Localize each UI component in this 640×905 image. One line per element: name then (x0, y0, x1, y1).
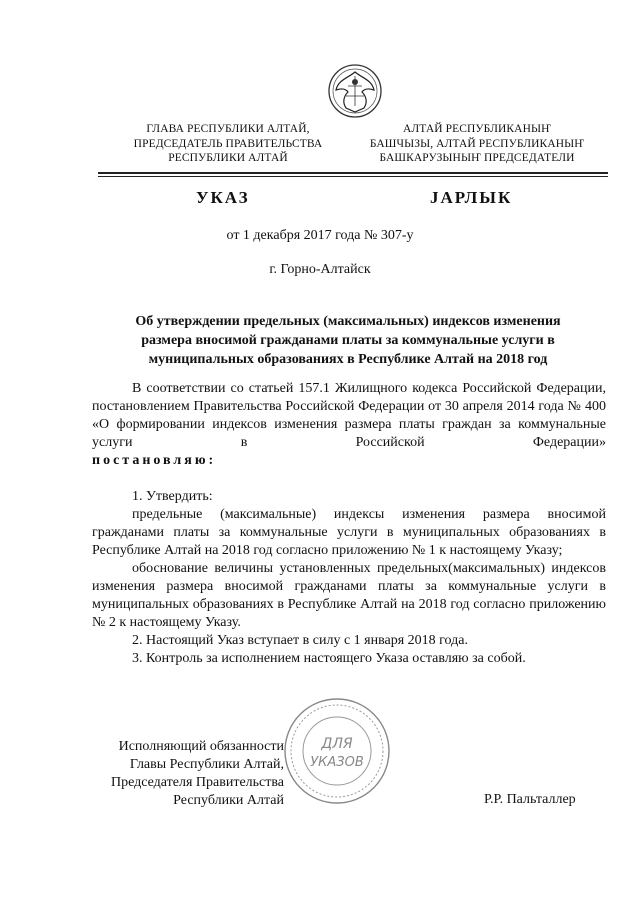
header-left-line: ГЛАВА РЕСПУБЛИКИ АЛТАЙ, (146, 123, 310, 135)
signature-line: Председателя Правительства (110, 775, 284, 790)
stamp-text-line-1: ДЛЯ (321, 736, 353, 752)
header-divider-thin (98, 176, 608, 177)
stamp-text-line-2: УКАЗОВ (310, 755, 364, 770)
item-1-paragraph-a: предельные (максимальные) индексы изменения размера вносимой гражданами платы за коммунальные услуги в муниципальных образованиях в Республике Алтай на 2018 год согласно приложению № 1 к настоящему Указу; (92, 507, 606, 558)
coat-of-arms-emblem (328, 62, 382, 120)
signature-line: Главы Республики Алтай, (129, 757, 284, 772)
decree-word-line (92, 452, 606, 470)
decree-date-number: от 1 декабря 2017 года № 307-у (226, 228, 414, 243)
header-left-line: ПРЕДСЕДАТЕЛЬ ПРАВИТЕЛЬСТВА (133, 137, 323, 150)
decree-body (92, 380, 606, 668)
signature-line: Республики Алтай (173, 793, 284, 808)
header-divider-thick (98, 172, 608, 174)
decree-word: постановляю: (92, 453, 217, 468)
item-1-heading: 1. Утвердить: (132, 489, 213, 504)
item-3-paragraph: 3. Контроль за исполнением настоящего Указа оставляю за собой. (132, 651, 526, 666)
item-1-paragraph-b: обоснование величины установленных предельных(максимальных) индексов изменения размера вносимой гражданами платы за коммунальные услуги в муниципальных образованиях в Республике Алтай на 2018 год согласно приложению № 2 к настоящему Указу. (92, 561, 606, 630)
doc-type-altai: JАРЛЫК (430, 188, 513, 207)
item-2-paragraph: 2. Настоящий Указ вступает в силу с 1 января 2018 года. (132, 633, 468, 648)
decree-title-line: муниципальных образованиях в Республике Алтай на 2018 год (148, 352, 548, 367)
doc-type-russian: УКАЗ (196, 188, 250, 207)
decree-title-line: размера вносимой гражданами платы за коммунальные услуги в (141, 333, 555, 348)
header-right-block (352, 122, 602, 166)
header-left-line: РЕСПУБЛИКИ АЛТАЙ (168, 152, 288, 164)
header-right-line: АЛТАЙ РЕСПУБЛИКАНЫҤ (403, 123, 551, 135)
decree-city: г. Горно-Алтайск (269, 262, 371, 277)
signature-line: Исполняющий обязанности (118, 739, 284, 754)
signatory-name: Р.Р. Пальталлер (484, 792, 576, 807)
preamble-paragraph: В соответствии со статьей 157.1 Жилищного кодекса Российской Федерации, постановлением Правительства Российской Федерации от 30 апреля 2014 года № 400 «О формировании индексов изменения размера платы граждан за коммунальные услуги в Российской Федерации» (92, 381, 606, 450)
signature-block (88, 738, 284, 810)
decree-title (88, 312, 608, 369)
header-right-line: БАШКАРУЗЫНЫҤ ПРЕДСЕДАТЕЛИ (379, 152, 575, 164)
decree-title-line: Об утверждении предельных (максимальных) индексов изменения (135, 314, 561, 329)
header-right-line: БАШЧЫЗЫ, АЛТАЙ РЕСПУБЛИКАНЫҤ (369, 137, 585, 150)
official-stamp (282, 696, 392, 806)
header-left-block (128, 122, 328, 166)
